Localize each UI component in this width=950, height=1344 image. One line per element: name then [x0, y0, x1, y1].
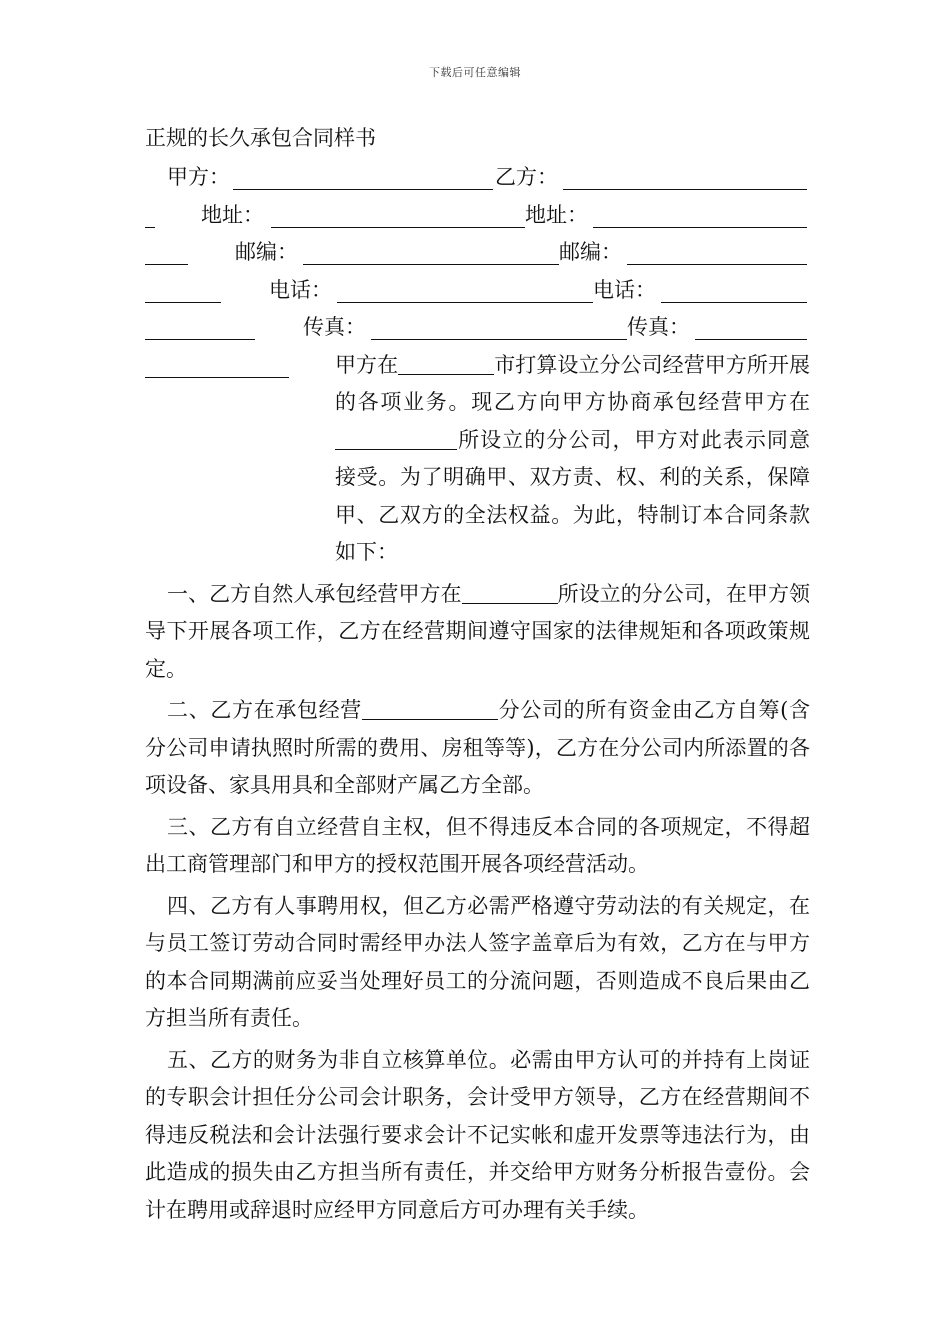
clause-1-text-a: 一、乙方自然人承包经营甲方在 — [167, 581, 462, 606]
phone-line — [145, 272, 810, 310]
phone-a-blank — [337, 302, 593, 303]
address-b-label: 地址： — [525, 202, 588, 227]
address-a-label: 地址： — [201, 202, 264, 227]
address-a-blank — [271, 227, 525, 228]
party-b-blank — [563, 189, 807, 190]
fax-line — [145, 309, 810, 347]
intro-text-3: 所设立的分公司，甲方对此表示同意接受。为了明确甲、双方责、权、利的关系，保障甲、乙双方的全法权益。为此，特制订本合同条款如下： — [335, 427, 810, 564]
phone-a-label: 电话： — [269, 277, 332, 302]
clause-5: 五、乙方的财务为非自立核算单位。必需由甲方认可的并持有上岗证的专职会计担任分公司会计职务，会计受甲方领导，乙方在经营期间不得违反税法和会计法强行要求会计不记实帐和虚开发票等违法行为，由此造成的损失由乙方担当所有责任，并交给甲方财务分析报告壹份。会计在聘用或辞退时应经甲方同意后方可办理有关手续。 — [145, 1047, 810, 1222]
continuation-blank — [145, 302, 221, 303]
clause-4: 四、乙方有人事聘用权，但乙方必需严格遵守劳动法的有关规定，在与员工签订劳动合同时需经甲办法人签字盖章后为有效，乙方在与甲方的本合同期满前应妥当处理好员工的分流问题，否则造成不良后果由乙方担当所有责任。 — [145, 893, 810, 1030]
clause-2-blank — [362, 697, 498, 720]
continuation-blank — [145, 227, 155, 228]
fax-a-label: 传真： — [303, 315, 366, 339]
clause-1-text-b: 所设立的分公司，在甲方领导下开展各项工作，乙方在经营期间遵守国家的法律规矩和各项政策规定。 — [145, 581, 811, 681]
fax-b-blank — [695, 339, 807, 340]
phone-b-label: 电话： — [593, 277, 656, 302]
continuation-blank — [145, 339, 255, 340]
clause-2-text-b: 分公司的所有资金由乙方自筹(含分公司申请执照时所需的费用、房租等等)，乙方在分公司内所添置的各项设备、家具用具和全部财产属乙方全部。 — [145, 698, 810, 797]
party-b-label: 乙方： — [495, 165, 558, 189]
postcode-a-blank — [303, 264, 559, 265]
contract-document — [145, 122, 810, 1229]
clause-2-text-a: 二、乙方在承包经营 — [167, 698, 362, 722]
address-line — [145, 197, 810, 235]
phone-b-blank — [661, 302, 807, 303]
fax-b-label: 传真： — [627, 315, 690, 339]
fax-a-blank — [371, 339, 627, 340]
postcode-b-blank — [627, 264, 807, 265]
party-line — [145, 159, 810, 197]
clause-1-blank — [462, 581, 558, 604]
address-b-blank — [593, 227, 807, 228]
intro-text-1: 甲方在 — [335, 352, 399, 377]
party-a-label: 甲方： — [167, 165, 230, 189]
intro-text — [145, 347, 810, 572]
intro-paragraph — [145, 347, 810, 572]
intro-text-2: 市打算设立分公司经营甲方所开展的各项业务。现乙方向甲方协商承包经营甲方在 — [335, 352, 811, 414]
page-header: 下载后可任意编辑 — [429, 66, 521, 79]
city-blank — [398, 352, 494, 375]
document-title: 正规的长久承包合同样书 — [145, 126, 376, 150]
clause-2 — [145, 692, 810, 805]
postcode-b-label: 邮编： — [559, 240, 622, 264]
clause-1 — [145, 576, 810, 689]
postcode-a-label: 邮编： — [235, 240, 298, 264]
continuation-blank — [145, 377, 289, 378]
party-a-blank — [233, 189, 493, 190]
location-blank — [335, 427, 457, 450]
postcode-line — [145, 234, 810, 272]
continuation-blank — [145, 264, 188, 265]
clause-3: 三、乙方有自立经营自主权，但不得违反本合同的各项规定，不得超出工商管理部门和甲方的授权范围开展各项经营活动。 — [145, 814, 810, 876]
